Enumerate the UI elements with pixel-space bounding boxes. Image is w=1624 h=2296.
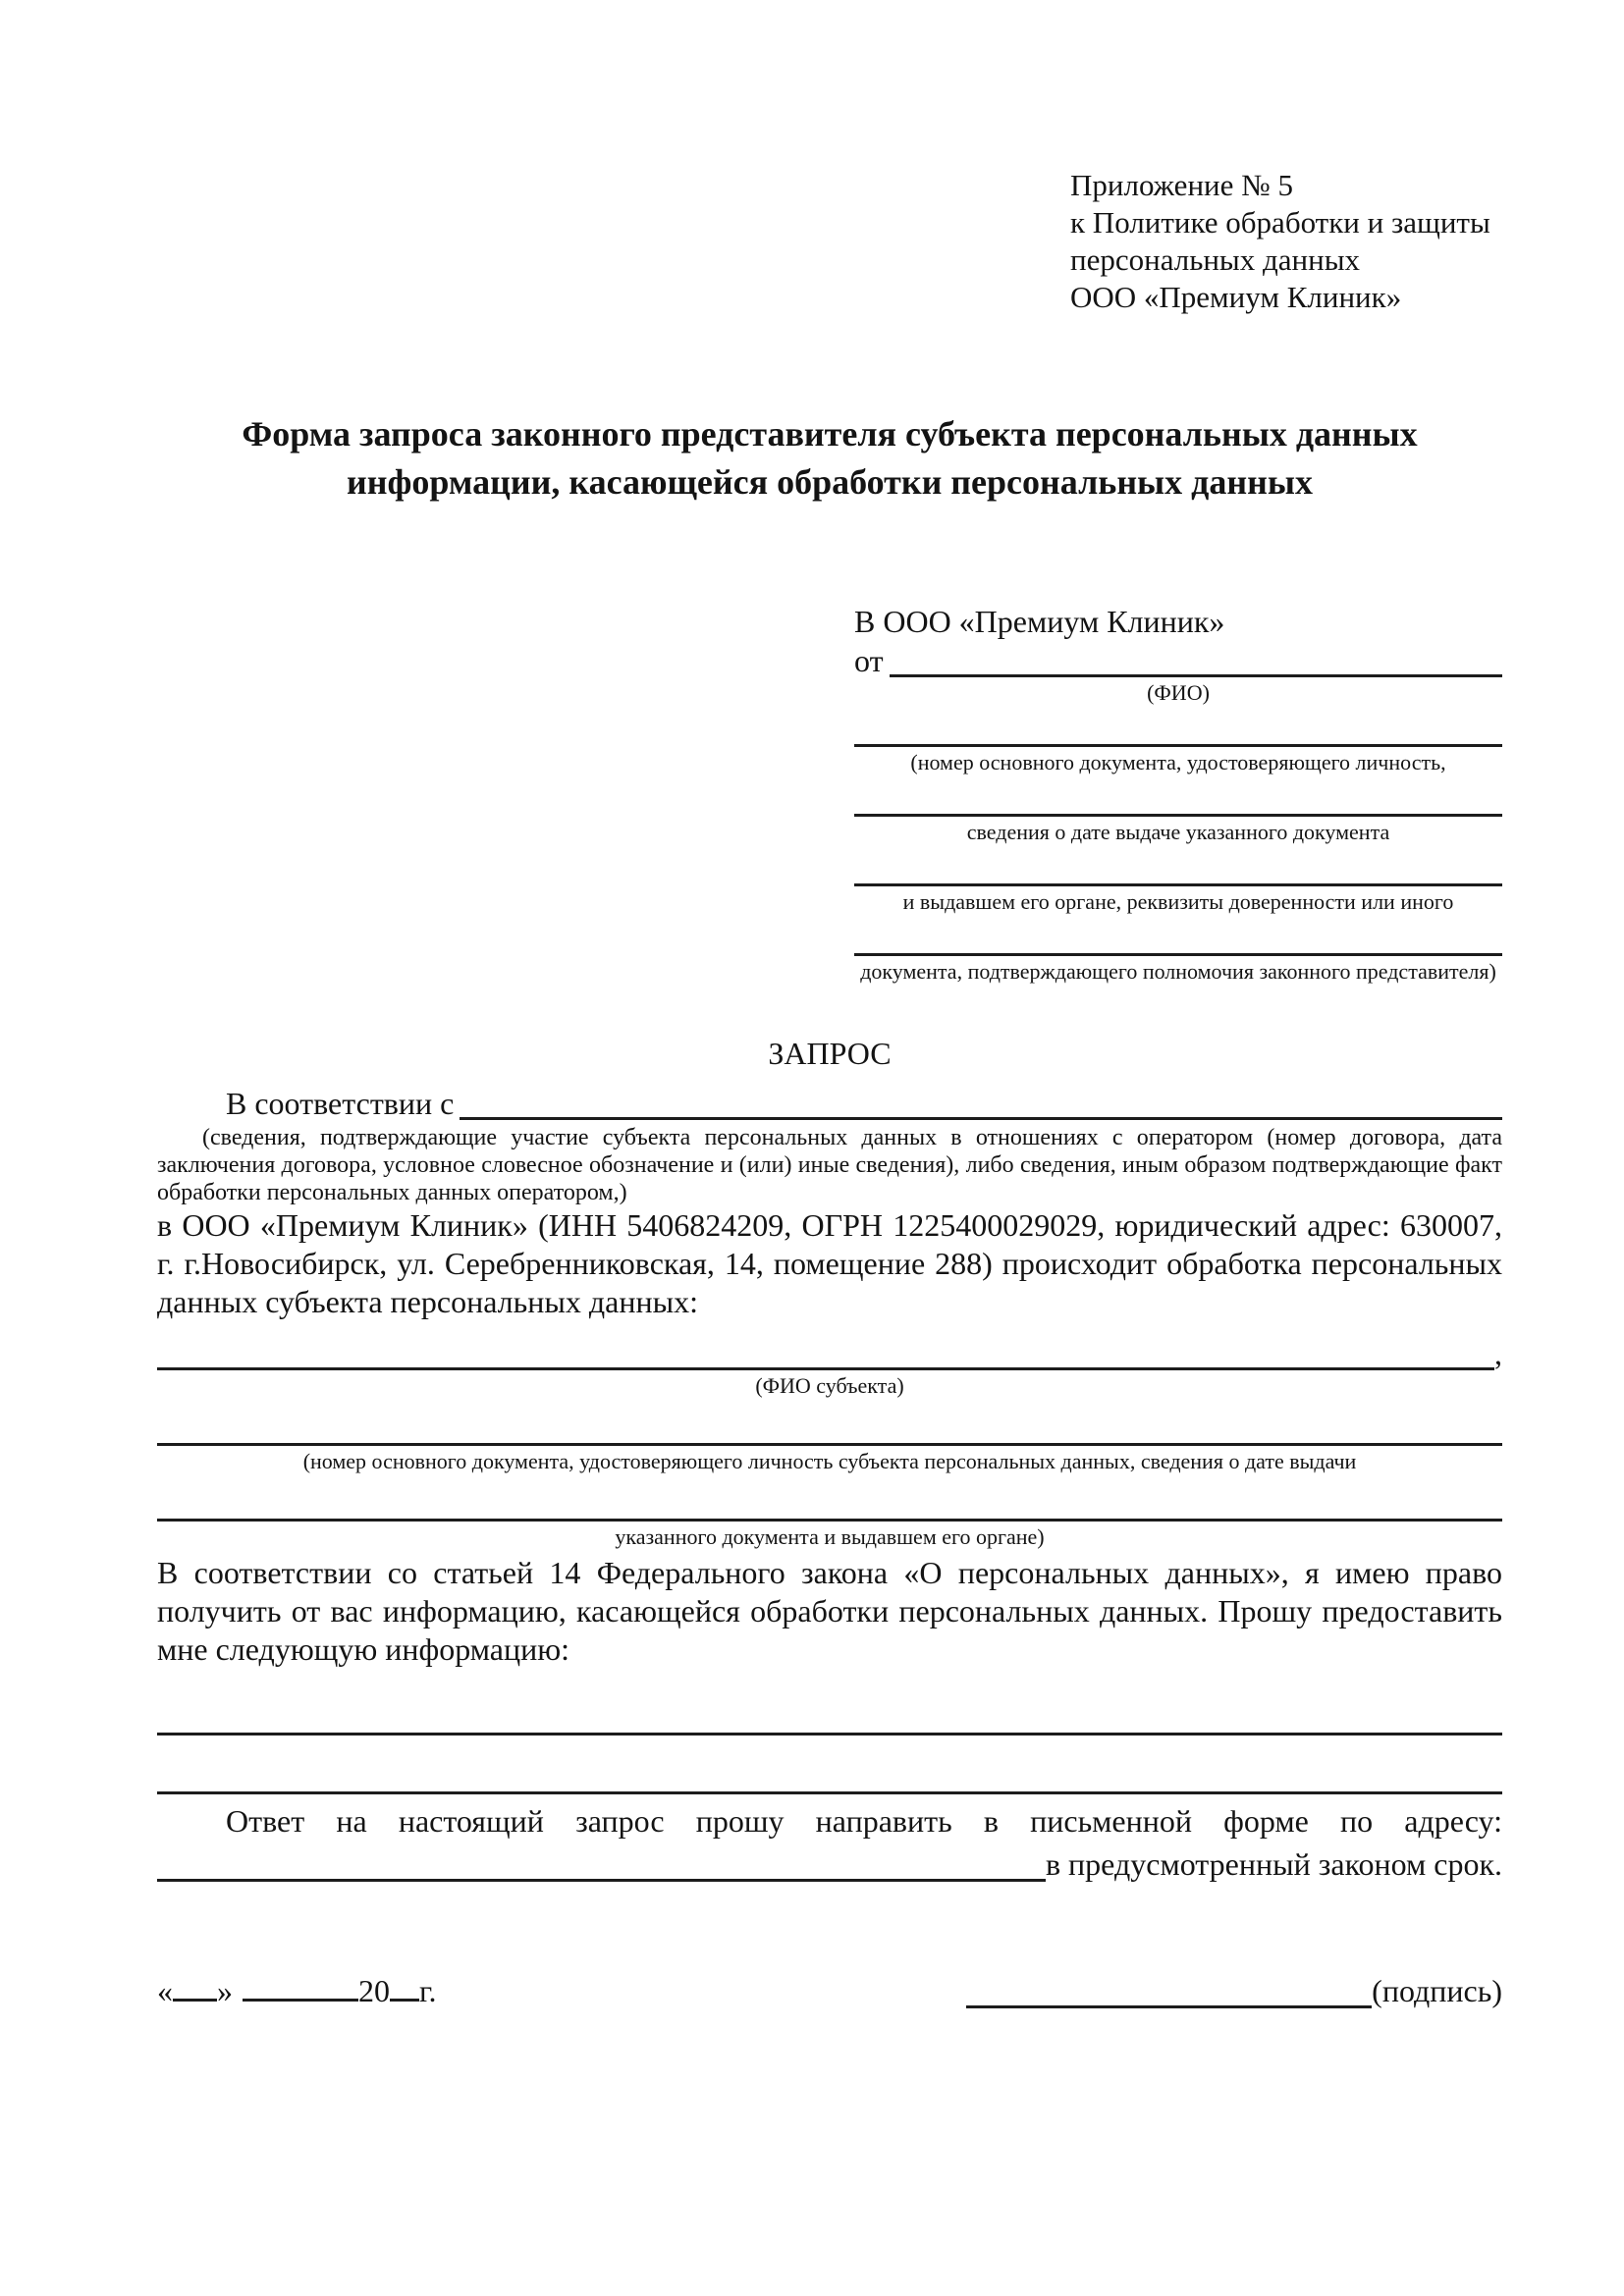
appendix-line: к Политике обработки и защиты: [1070, 205, 1490, 240]
appendix-note: [1070, 167, 1502, 316]
subject-doc-field-line: [157, 1420, 1502, 1446]
day-quote-close: »: [217, 1973, 233, 2008]
basis-fine-print: (сведения, подтверждающие участие субъекта персональных данных в отношениях с оператором (номер договора, дата заключения договора, условное словесное обозначение и (или) иные сведения), либо сведения, иным образом подтверждающие факт обработки персональных данных оператором,): [157, 1125, 1502, 1205]
representative-doc-field-line: [854, 721, 1502, 747]
year-prefix: 20: [358, 1973, 390, 2008]
representative-doc-field-line: [854, 931, 1502, 956]
document-title-line: информации, касающейся обработки персональных данных: [347, 462, 1313, 502]
appendix-line: персональных данных: [1070, 242, 1361, 277]
day-field-line: [173, 1972, 217, 2002]
signature-field-line: [966, 1979, 1372, 2008]
answer-address-field-line: [157, 1841, 1046, 1882]
answer-tail-text: в предусмотренный законом срок.: [1045, 1846, 1502, 1882]
basis-label: В соответствии с: [226, 1086, 455, 1121]
basis-row: [157, 1081, 1502, 1120]
subject-doc-caption: указанного документа и выдавшем его органе): [615, 1524, 1045, 1549]
addressee-to: В ООО «Премиум Клиник»: [854, 604, 1225, 639]
appendix-line: Приложение № 5: [1070, 168, 1293, 202]
subject-doc-caption: (номер основного документа, удостоверяющего личность субъекта персональных данных, сведения о дате выдачи: [302, 1449, 1357, 1473]
subject-fio-field-line: [157, 1331, 1494, 1370]
law-paragraph: В соответствии со статьей 14 Федерального закона «О персональных данных», я имею право получить от вас информацию, касающейся обработки персональных данных. Прошу предоставить мне следующую информацию:: [157, 1555, 1502, 1667]
month-field-line: [243, 1972, 358, 2002]
representative-doc-caption: сведения о дате выдаче указанного документа: [966, 820, 1390, 844]
request-heading: ЗАПРОС: [768, 1036, 892, 1071]
trailing-comma: ,: [1494, 1336, 1502, 1371]
signature-caption: (подпись): [1372, 1973, 1502, 2008]
appendix-line: ООО «Премиум Клиник»: [1070, 280, 1402, 314]
information-field-line: [157, 1710, 1502, 1735]
representative-doc-field-line: [854, 791, 1502, 817]
information-field-line: [157, 1769, 1502, 1794]
representative-fio-field-line: [890, 642, 1502, 677]
answer-paragraph: Ответ на настоящий запрос прошу направить в письменной форме по адресу:: [226, 1803, 1502, 1839]
addressee-block: [854, 601, 1502, 985]
document-title-line: Форма запроса законного представителя субъекта персональных данных: [242, 414, 1418, 454]
document-title: [157, 410, 1502, 507]
date-group: [157, 1972, 437, 2008]
subject-fio-row: [157, 1331, 1502, 1370]
representative-doc-caption: документа, подтверждающего полномочия законного представителя): [860, 959, 1496, 984]
from-label: от: [854, 643, 884, 678]
representative-doc-caption: (номер основного документа, удостоверяющего личность,: [910, 750, 1446, 774]
subject-fio-caption: (ФИО субъекта): [755, 1373, 904, 1398]
year-field-line: [390, 1972, 419, 2002]
subject-doc-field-line: [157, 1496, 1502, 1522]
representative-doc-caption: и выдавшем его органе, реквизиты доверенности или иного: [902, 889, 1454, 914]
year-suffix: г.: [419, 1973, 437, 2008]
basis-field-line: [460, 1081, 1502, 1120]
day-quote-open: «: [157, 1973, 173, 2008]
signature-group: [966, 1973, 1502, 2008]
answer-address-row: [157, 1841, 1502, 1882]
operator-paragraph: в ООО «Премиум Клиник» (ИНН 5406824209, ОГРН 1225400029029, юридический адрес: 630007, г. г.Новосибирск, ул. Серебренниковская, 14, помещение 288) происходит обработка персональных данных субъекта персональных данных:: [157, 1207, 1502, 1319]
fio-caption: (ФИО): [1147, 680, 1210, 705]
addressee-from-row: [854, 642, 1502, 677]
representative-doc-field-line: [854, 861, 1502, 886]
footer-row: [157, 1972, 1502, 2008]
